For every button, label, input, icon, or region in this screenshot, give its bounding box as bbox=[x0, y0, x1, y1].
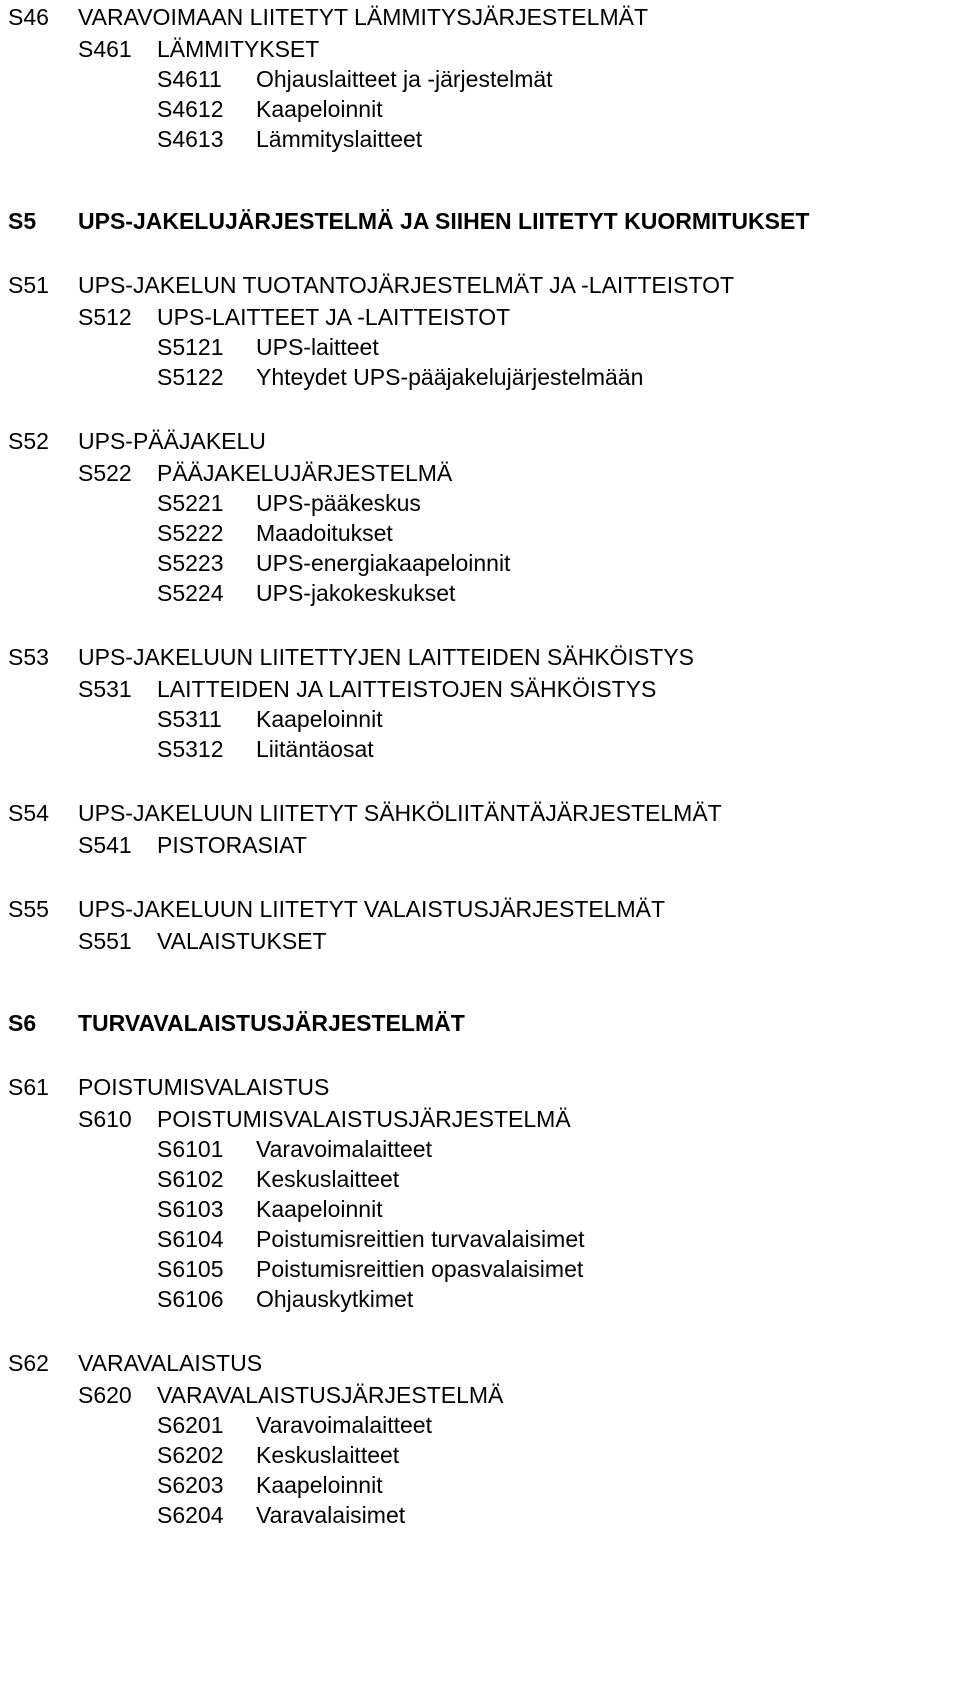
item-label: Lämmityslaitteet bbox=[256, 126, 423, 152]
item-code: S51 bbox=[8, 272, 49, 298]
item-label: Maadoitukset bbox=[256, 520, 393, 546]
item-code: S5221 bbox=[157, 490, 224, 516]
item-code: S6102 bbox=[157, 1166, 224, 1192]
item-code: S54 bbox=[8, 800, 49, 826]
item-label: Varavoimalaitteet bbox=[256, 1136, 432, 1162]
item-label: Liitäntäosat bbox=[256, 736, 374, 762]
item-label: Poistumisreittien turvavalaisimet bbox=[256, 1226, 585, 1252]
item-label: UPS-LAITTEET JA -LAITTEISTOT bbox=[157, 304, 511, 330]
item-code: S5312 bbox=[157, 736, 224, 762]
item-code: S53 bbox=[8, 644, 49, 670]
item-code: S6201 bbox=[157, 1412, 224, 1438]
item-code: S610 bbox=[78, 1106, 132, 1132]
item-label: VARAVALAISTUS bbox=[78, 1350, 263, 1376]
item-label: VALAISTUKSET bbox=[157, 928, 327, 954]
item-label: POISTUMISVALAISTUSJÄRJESTELMÄ bbox=[157, 1106, 571, 1132]
item-code: S6101 bbox=[157, 1136, 224, 1162]
item-code: S55 bbox=[8, 896, 49, 922]
item-label: UPS-PÄÄJAKELU bbox=[78, 428, 266, 454]
item-code: S5 bbox=[8, 208, 37, 234]
item-label: UPS-JAKELUUN LIITETYT VALAISTUSJÄRJESTELMÄT bbox=[78, 896, 666, 922]
item-label: POISTUMISVALAISTUS bbox=[78, 1074, 330, 1100]
item-label: Yhteydet UPS-pääjakelujärjestelmään bbox=[256, 364, 644, 390]
item-code: S5121 bbox=[157, 334, 224, 360]
item-label: PÄÄJAKELUJÄRJESTELMÄ bbox=[157, 460, 453, 486]
item-code: S5223 bbox=[157, 550, 224, 576]
item-label: Kaapeloinnit bbox=[256, 1472, 383, 1498]
item-code: S531 bbox=[78, 676, 132, 702]
item-label: UPS-JAKELUUN LIITETYT SÄHKÖLIITÄNTÄJÄRJESTELMÄT bbox=[78, 800, 722, 826]
item-code: S461 bbox=[78, 36, 132, 62]
item-code: S620 bbox=[78, 1382, 132, 1408]
item-code: S6202 bbox=[157, 1442, 224, 1468]
item-code: S6105 bbox=[157, 1256, 224, 1282]
item-label: Varavoimalaitteet bbox=[256, 1412, 432, 1438]
item-code: S512 bbox=[78, 304, 132, 330]
item-label: Kaapeloinnit bbox=[256, 1196, 383, 1222]
item-code: S5311 bbox=[157, 706, 222, 732]
item-code: S5122 bbox=[157, 364, 224, 390]
item-code: S52 bbox=[8, 428, 49, 454]
item-code: S62 bbox=[8, 1350, 49, 1376]
item-label: VARAVOIMAAN LIITETYT LÄMMITYSJÄRJESTELMÄT bbox=[78, 4, 648, 30]
item-code: S6 bbox=[8, 1010, 37, 1036]
item-label: VARAVALAISTUSJÄRJESTELMÄ bbox=[157, 1382, 504, 1408]
item-label: Poistumisreittien opasvalaisimet bbox=[256, 1256, 584, 1282]
item-label: Kaapeloinnit bbox=[256, 706, 383, 732]
item-label: UPS-jakokeskukset bbox=[256, 580, 456, 606]
item-code: S4611 bbox=[157, 66, 222, 92]
item-code: S4612 bbox=[157, 96, 224, 122]
item-label: Ohjauslaitteet ja -järjestelmät bbox=[256, 66, 553, 92]
item-code: S46 bbox=[8, 4, 49, 30]
item-code: S6104 bbox=[157, 1226, 224, 1252]
item-code: S6106 bbox=[157, 1286, 224, 1312]
item-label: UPS-energiakaapeloinnit bbox=[256, 550, 511, 576]
item-label: Ohjauskytkimet bbox=[256, 1286, 414, 1312]
item-label: UPS-JAKELUN TUOTANTOJÄRJESTELMÄT JA -LAITTEISTOT bbox=[78, 272, 735, 298]
item-label: Keskuslaitteet bbox=[256, 1442, 400, 1468]
item-label: PISTORASIAT bbox=[157, 832, 307, 858]
item-label: UPS-JAKELUJÄRJESTELMÄ JA SIIHEN LIITETYT KUORMITUKSET bbox=[78, 208, 810, 234]
item-code: S5222 bbox=[157, 520, 224, 546]
item-code: S551 bbox=[78, 928, 132, 954]
item-code: S4613 bbox=[157, 126, 224, 152]
item-code: S6203 bbox=[157, 1472, 224, 1498]
item-label: TURVAVALAISTUSJÄRJESTELMÄT bbox=[78, 1010, 465, 1036]
item-label: Keskuslaitteet bbox=[256, 1166, 400, 1192]
item-label: UPS-laitteet bbox=[256, 334, 379, 360]
item-code: S61 bbox=[8, 1074, 49, 1100]
item-code: S6103 bbox=[157, 1196, 224, 1222]
item-code: S522 bbox=[78, 460, 132, 486]
item-code: S541 bbox=[78, 832, 132, 858]
item-label: Varavalaisimet bbox=[256, 1502, 406, 1528]
item-label: LAITTEIDEN JA LAITTEISTOJEN SÄHKÖISTYS bbox=[157, 676, 657, 702]
item-label: UPS-JAKELUUN LIITETTYJEN LAITTEIDEN SÄHKÖISTYS bbox=[78, 644, 695, 670]
item-label: LÄMMITYKSET bbox=[157, 36, 320, 62]
item-code: S5224 bbox=[157, 580, 224, 606]
item-label: UPS-pääkeskus bbox=[256, 490, 421, 516]
item-code: S6204 bbox=[157, 1502, 224, 1528]
item-label: Kaapeloinnit bbox=[256, 96, 383, 122]
